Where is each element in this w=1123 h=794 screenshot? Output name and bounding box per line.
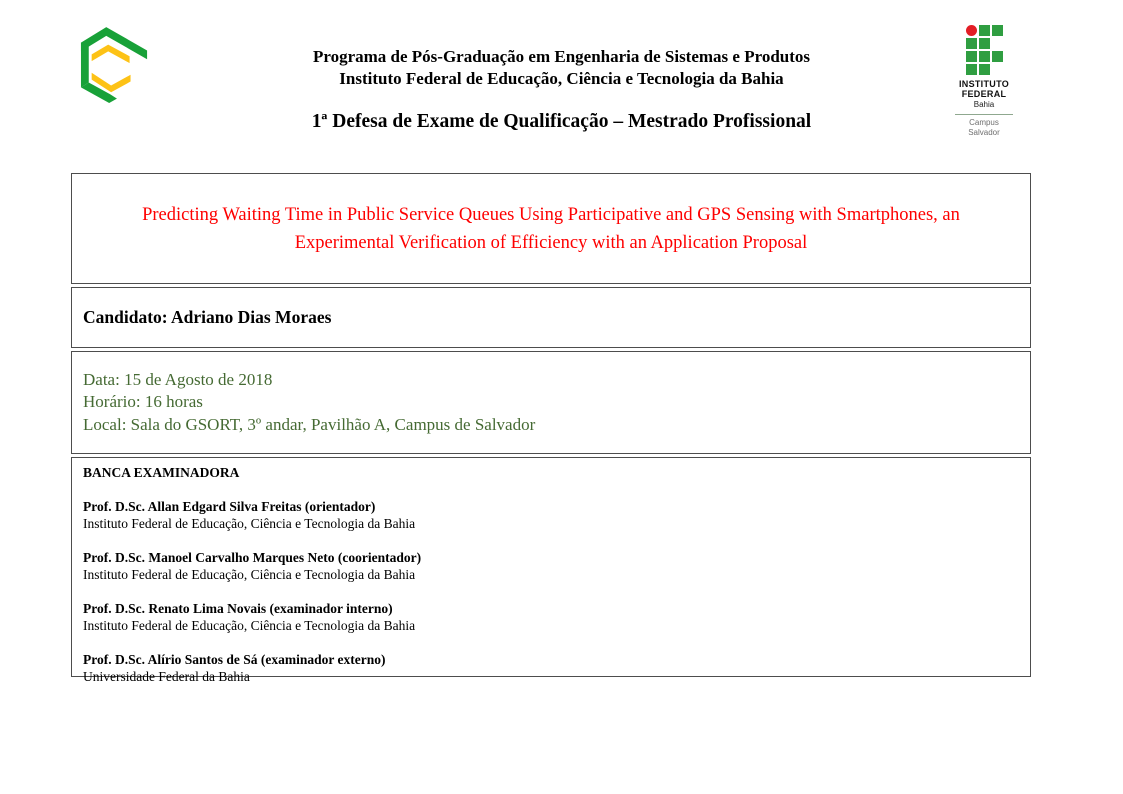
member-affiliation: Universidade Federal da Bahia: [83, 669, 250, 684]
committee-member: [83, 651, 1019, 685]
ifba-campus-line2: Salvador: [968, 128, 1000, 137]
committee-cell: [71, 457, 1031, 684]
schedule-time: Horário: 16 horas: [83, 392, 203, 412]
member-affiliation: Instituto Federal de Educação, Ciência e Tecnologia da Bahia: [83, 516, 416, 531]
candidate-cell: [71, 287, 1031, 348]
schedule-date: Data: 15 de Agosto de 2018: [83, 369, 273, 389]
schedule-location: Local: Sala do GSORT, 3º andar, Pavilhão A, Campus de Salvador: [83, 414, 536, 434]
announcement-table: [71, 173, 1031, 684]
committee-heading: BANCA EXAMINADORA: [83, 465, 240, 480]
ifba-label-bahia: Bahia: [973, 100, 995, 109]
ifba-logo: [948, 25, 1020, 138]
member-name: Prof. D.Sc. Renato Lima Novais (examinador interno): [83, 601, 393, 616]
member-affiliation: Instituto Federal de Educação, Ciência e Tecnologia da Bahia: [83, 618, 416, 633]
schedule-cell: [71, 351, 1031, 454]
ifba-label-instituto: INSTITUTO: [958, 79, 1010, 89]
thesis-title-cell: [71, 173, 1031, 284]
program-name: Programa de Pós-Graduação em Engenharia de Sistemas e Produtos: [312, 47, 811, 66]
member-affiliation: Instituto Federal de Educação, Ciência e Tecnologia da Bahia: [83, 567, 416, 582]
event-title: 1ª Defesa de Exame de Qualificação – Mestrado Profissional: [311, 111, 812, 132]
thesis-title: Predicting Waiting Time in Public Service Queues Using Participative and GPS Sensing with Smartphones, an Experimental Verification of Efficiency with an Application Proposal: [142, 204, 960, 253]
member-name: Prof. D.Sc. Manoel Carvalho Marques Neto (coorientador): [83, 550, 422, 565]
member-name: Prof. D.Sc. Alírio Santos de Sá (examinador externo): [83, 652, 386, 667]
institution-name: Instituto Federal de Educação, Ciência e Tecnologia da Bahia: [339, 69, 784, 88]
ifba-logo-mark-icon: [966, 25, 1003, 75]
ifba-campus-line1: Campus: [969, 118, 999, 127]
ifba-red-dot: [966, 25, 977, 36]
committee-member: [83, 549, 1019, 583]
document-header: [0, 0, 1123, 173]
candidate-name: Candidato: Adriano Dias Moraes: [83, 307, 332, 327]
committee-member: [83, 600, 1019, 634]
member-name: Prof. D.Sc. Allan Edgard Silva Freitas (orientador): [83, 499, 376, 514]
committee-member: [83, 498, 1019, 532]
ifba-label-federal: FEDERAL: [961, 89, 1007, 99]
ifba-divider: [955, 114, 1013, 115]
